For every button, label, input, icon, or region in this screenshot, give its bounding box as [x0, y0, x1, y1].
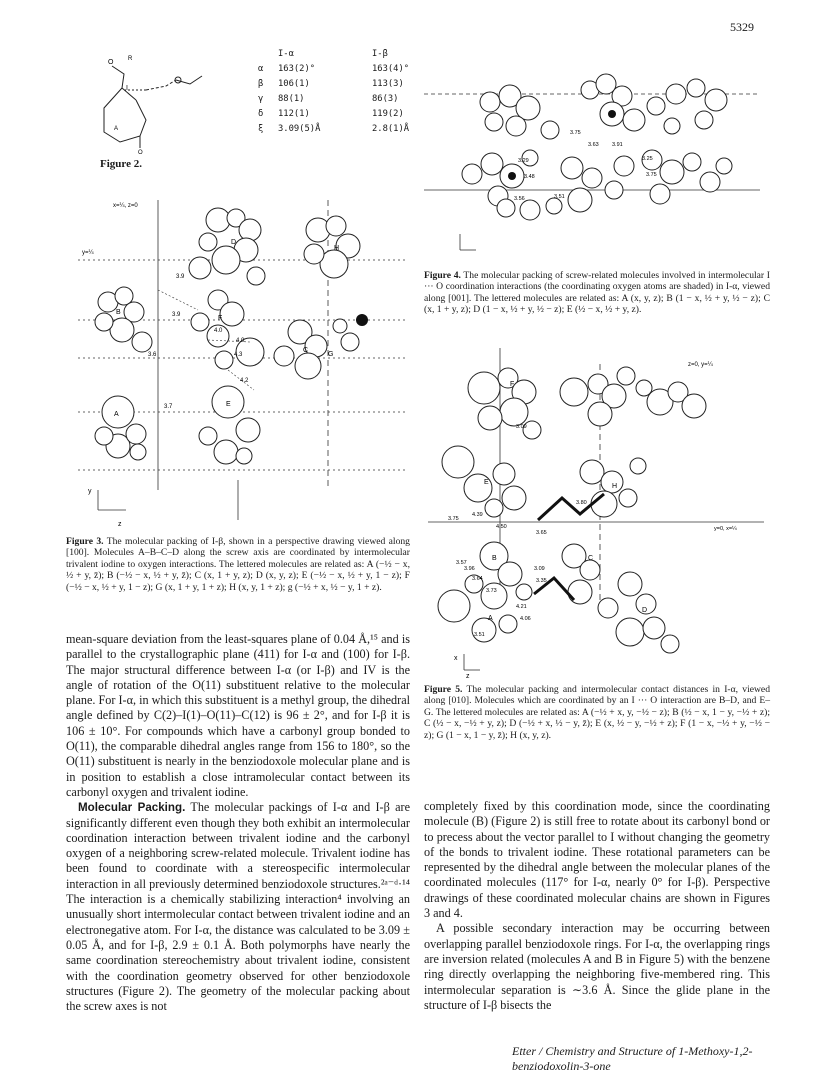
fig3-letter-f: F — [218, 315, 223, 322]
fig3-dist-7: 4.2 — [240, 378, 249, 384]
fig5-axis-z: z — [466, 673, 470, 678]
param-value-alpha: 106(1) — [278, 79, 310, 89]
figure3-caption-text: The molecular packing of I-β, shown in a perspective drawing viewed along [100]. Molecules A–B–C–D along the screw axis are coordinated by intermolecular trivalent iodine to oxygen interactions. The lettered molecules are related as: A (−½ − x, ½ + y, z̄); B (−½ − x, ½ + y, z̄); C (x, 1 + y, z); D (x, y, z); E (−½ − x, ½ + y, 1 − z); F (−½ − x, ½ + y, 1 − z); G (x, 1 + y, 1 + z); H (x, y, 1 + z); g (−½ + x, ½ − y, 1 + z). — [66, 536, 410, 593]
fig3-letter-d: D — [231, 239, 237, 246]
table-row — [258, 108, 409, 123]
figure4-caption — [424, 270, 770, 316]
fig5-dist-15: 3.51 — [474, 632, 485, 638]
param-value-beta: 119(2) — [372, 109, 404, 119]
fig4-dist-2: 3.63 — [588, 142, 599, 148]
fig3-letter-g: G — [328, 351, 334, 358]
figure3-caption — [66, 536, 410, 593]
fig2-ring-a: A — [114, 126, 119, 132]
fig4-dist-9: 3.51 — [554, 194, 565, 200]
fig5-letter-f: F — [510, 381, 515, 388]
page-number: 5329 — [730, 20, 754, 34]
param-value-beta: 2.8(1)Å — [372, 124, 410, 134]
figure4-caption-text: The molecular packing of screw-related molecules involved in intermolecular I ··· O coordination interactions (the coordinating oxygen atoms are shaded) in I-α, viewed along [001]. The lettered molecules are related as: A (x, y, z); B (1 − x, ½ + y, ½ − z); C (x, 1 + y, z); D (1 − x, ½ + y, ½ − z); E (½ − x, ½ + y, z). — [424, 270, 770, 316]
fig2-atom-i: I — [126, 85, 128, 92]
fig5-letter-h: H — [612, 483, 618, 490]
fig3-letter-b: B — [116, 309, 121, 316]
table-row — [258, 78, 409, 93]
fig5-dist-13: 4.21 — [516, 604, 527, 610]
right-paragraph-1: completely fixed by this coordination mode, since the coordinating molecule (B) (Figure 2) is still free to rotate about its carbonyl bond or to precess about the vector parallel to I without changing the geometry of the bonds to trivalent iodine. These rotational parameters can be represented by the dihedral angle between the molecular planes of the coordinated molecules (117° for I-α, nearly 0° for I-β). Perspective drawings of these coordinated molecular chains are shown in Figures 3 and 4. — [424, 799, 770, 921]
left-paragraph-1: mean-square deviation from the least-squares plane of 0.04 Å,¹⁵ and is parallel to the crystallographic plane (411) for I-α and (100) for I-β. The major structural difference between I-α (or I-β) and IV is the angle of rotation of the O(11) substituent relative to the molecular plane. For I-α, in which this substituent is a methyl group, the dihedral angle defined by C(2)–I(1)–O(11)–C(12) is 96 ± 2°, and for I-β it is 106 ± 10°. For compounds which have a carbonyl group bonded to O(11), the comparable dihedral angles range from 156 to 180°, so the O(11) substituent is nearly in the benziodoxole molecular plane and is in position to establish a close intramolecular contact between its carbonyl oxygen and trivalent iodine. — [66, 632, 410, 799]
fig3-dist-2: 3.9 — [172, 312, 181, 318]
fig2-header-alpha: I-α — [278, 49, 294, 59]
fig5-dist-5: 4.50 — [496, 524, 507, 530]
param-label: β — [258, 79, 264, 89]
figure4-drawing — [420, 50, 770, 270]
param-label: γ — [258, 94, 264, 104]
fig3-dist-3: 4.0 — [214, 328, 223, 334]
fig5-dist-2: 3.80 — [576, 500, 587, 506]
fig3-axis-z: z — [118, 521, 122, 528]
fig3-axis-left: y=¼ — [82, 250, 94, 256]
fig5-dist-10: 3.09 — [534, 566, 545, 572]
fig2-atom-o2: O — [138, 150, 143, 156]
left-column-text — [66, 632, 410, 1014]
figure5-drawing — [424, 348, 774, 678]
fig3-dist-8: 3.7 — [164, 404, 173, 410]
figure4-label: Figure 4. — [424, 270, 461, 281]
figure5-label: Figure 5. — [424, 684, 463, 695]
param-label: ξ — [258, 124, 264, 134]
param-label: α — [258, 64, 264, 74]
fig5-dist-4: 4.39 — [472, 512, 483, 518]
fig5-axis-x: x — [454, 655, 458, 662]
param-label: δ — [258, 109, 264, 119]
fig3-dist-1: 3.9 — [176, 274, 185, 280]
figure3-drawing — [78, 190, 418, 530]
param-value-beta: 163(4)° — [372, 64, 410, 74]
fig2-atom-r: R — [128, 56, 133, 62]
fig5-dist-7: 3.57 — [456, 560, 467, 566]
fig4-dist-1: 3.75 — [570, 130, 581, 136]
fig2-atom-o: O — [108, 59, 114, 66]
left-paragraph-2: The molecular packings of I-α and I-β are significantly different even though they both exhibit an intermolecular coordination interaction between trivalent iodine and the carbonyl oxygen of a neighboring screw-related molecule. Trivalent iodine has been found to coordinate with a stereospecific intermolecular interaction in all previously determined benziodoxole structures.²ᵃ⁻ᵈ·¹⁴ The interaction is a chemically stabilizing interaction⁴ involving an unusually short intermolecular contact between trivalent iodine and an electronegative atom. For I-α, the distance was calculated to be 3.09 ± 0.05 Å, and for I-β, 2.9 ± 0.1 Å. Both polymorphs have nearly the same coordination stereochemistry about trivalent iodine, consistent with the coordination geometry observed for other benziodoxole structures (Figure 2). The geometry of the molecular packing about the screw axes is not — [66, 800, 410, 1014]
param-value-alpha: 163(2)° — [278, 64, 316, 74]
fig5-dist-8: 3.96 — [464, 566, 475, 572]
fig5-axis-top: z=0, y=¼ — [688, 362, 713, 368]
fig3-letter-c: C — [303, 347, 309, 354]
fig5-axis-right: y=0, x=¼ — [714, 526, 737, 532]
section-heading-molecular-packing: Molecular Packing. — [78, 801, 186, 815]
table-row — [258, 63, 409, 78]
right-column-text — [424, 799, 770, 1013]
param-value-alpha: 88(1) — [278, 94, 305, 104]
fig5-dist-3: 3.75 — [448, 516, 459, 522]
fig5-dist-11: 3.35 — [536, 578, 547, 584]
table-row — [258, 123, 409, 138]
fig5-letter-c: C — [588, 555, 594, 562]
figure2-diagram — [70, 50, 220, 158]
param-value-beta: 113(3) — [372, 79, 404, 89]
param-value-alpha: 112(1) — [278, 109, 310, 119]
figure3-label: Figure 3. — [66, 536, 104, 547]
figure5-caption — [424, 684, 770, 741]
fig4-dist-6: 3.25 — [642, 156, 653, 162]
right-paragraph-2: A possible secondary interaction may be occurring between overlapping parallel benziodoxole rings. For I-α, the overlapping rings are inversion related (molecules A and B in Figure 5) with the benzene ring directly overlapping the neighboring five-membered ring. This intermolecular separation is ∼3.6 Å. Since the glide plane in the structure of I-β bisects the — [424, 921, 770, 1012]
fig3-axis-y: y — [88, 488, 92, 495]
fig4-dist-7: 3.75 — [646, 172, 657, 178]
fig4-dist-8: 3.56 — [514, 196, 525, 202]
figure2-label: Figure 2. — [100, 158, 142, 170]
fig5-dist-9: 3.64 — [472, 576, 483, 582]
fig5-dist-12: 3.73 — [486, 588, 497, 594]
param-value-beta: 86(3) — [372, 94, 399, 104]
fig5-letter-d: D — [642, 607, 648, 614]
fig3-dist-5: 4.3 — [234, 352, 243, 358]
fig5-dist-14: 4.06 — [520, 616, 531, 622]
figure2-table — [258, 48, 409, 138]
fig3-axis-top: x=¼, z=0 — [113, 203, 138, 209]
fig4-dist-3: 3.91 — [612, 142, 623, 148]
fig5-dist-1: 3.09 — [516, 424, 527, 430]
running-footer: Etter / Chemistry and Structure of 1-Methoxy-1,2-benziodoxolin-3-one — [512, 1044, 753, 1073]
fig2-header-beta: I-β — [372, 49, 388, 59]
fig3-dist-6: 3.6 — [148, 352, 157, 358]
table-row — [258, 93, 409, 108]
fig4-dist-5: 3.48 — [524, 174, 535, 180]
fig3-letter-e: E — [226, 401, 231, 408]
param-value-alpha: 3.09(5)Å — [278, 124, 321, 134]
fig5-letter-a: A — [488, 615, 493, 622]
fig3-letter-h: H — [334, 245, 340, 252]
fig5-letter-b: B — [492, 555, 497, 562]
fig3-dist-4: 4.0 — [236, 338, 245, 344]
figure5-caption-text: The molecular packing and intermolecular contact distances in I-α, viewed along [010]. Molecules which are coordinated by an I ··· O interaction are B–D, and E–G. The lettered molecules are related as: A (−½ + x, y, −½ − z); B (½ − x, 1 − y, −½ + z); C (½ − x, −½ + y, z); D (−½ + x, ½ − y, z̄); E (x, ½ − y, −½ + z); F (1 − x, −½ + y, −½ − z); G (1 − x, 1 − y, z̄); H (x, y, z). — [424, 684, 770, 741]
fig5-dist-6: 3.65 — [536, 530, 547, 536]
fig4-dist-4: 3.29 — [518, 158, 529, 164]
fig3-letter-a: A — [114, 411, 119, 418]
fig5-letter-e: E — [484, 479, 489, 486]
